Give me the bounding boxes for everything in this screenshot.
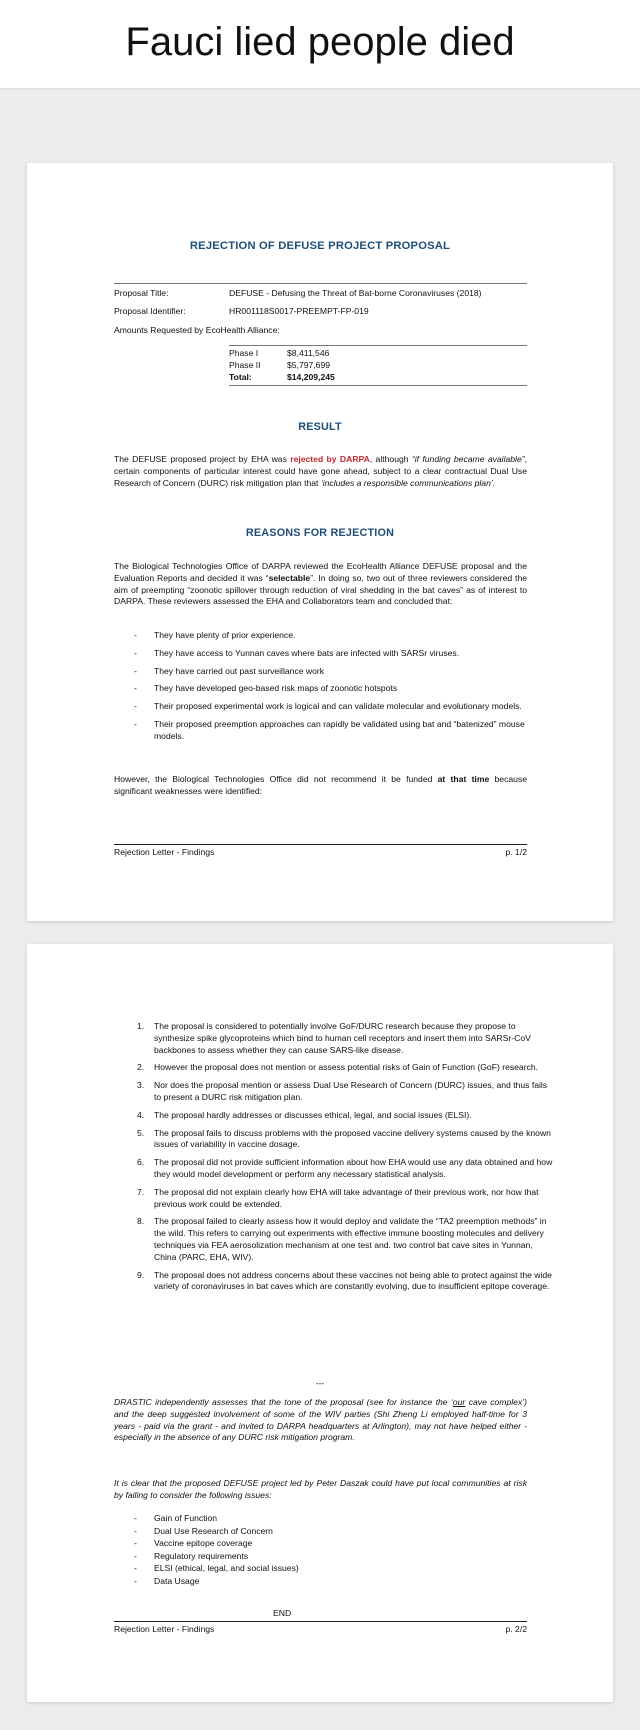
footer-rule [114, 844, 527, 845]
list-item: - Their proposed experimental work is logical and can validate molecular and evolutionary models. [134, 701, 527, 713]
divider [114, 283, 527, 284]
phase-value: $8,411,546 [287, 348, 330, 358]
result-paragraph: The DEFUSE proposed project by EHA was rejected by DARPA, although “if funding became available”, certain components of particular interest could have gone ahead, subject to a clear contractual Dual Use Research of Concern (DURC) risk mitigation plan that ‘includes a responsible communications plan’. [114, 454, 527, 488]
end-marker: END [273, 1608, 292, 1618]
page-footer [114, 1624, 527, 1634]
list-item: 7. The proposal did not explain clearly how EHA will take advantage of their previous work, nor how that previous work could be extended. [137, 1186, 539, 1209]
top-bar [0, 0, 640, 88]
reasons-heading: REASONS FOR REJECTION [245, 527, 395, 539]
post-title: Fauci lied people died [125, 20, 515, 64]
list-item: - They have plenty of prior experience. [134, 630, 527, 642]
list-item: 8. The proposal failed to clearly assess how it would deploy and validate the “TA2 preemption methods” in the wild. This refers to carrying out experiments with effective immune boosting molecules and delivery techniques via FEA aerosolization mechanism at one test and. two control bat cave sites in Yunnan, China (PARC, EHA, WIV). [137, 1216, 547, 1262]
however-paragraph: However, the Biological Technologies Office did not recommend it be funded at that time because significant weaknesses were identified: [114, 774, 528, 796]
list-item: 6. The proposal did not provide sufficient information about how EHA would use any data obtained and how they would model development or perform any necessary statistical analysis. [137, 1157, 553, 1179]
reasons-paragraph: The Biological Technologies Office of DARPA reviewed the EcoHealth Alliance DEFUSE proposal and the Evaluation Reports and decided it was “selectable”. In doing so, two out of three reviewers considered the aim of preempting “zoonotic spillover through reduction of viral shedding in the bat caves” as of interest to DARPA. These reviewers assessed the EHA and Collaborators team and concluded that: [114, 561, 527, 607]
divider [229, 385, 527, 386]
page-number: p. 2/2 [505, 1624, 527, 1634]
document-page-1 [27, 163, 613, 921]
list-item: 4. The proposal hardly addresses or discusses ethical, legal, and social issues (ELSI). [137, 1109, 472, 1120]
divider [229, 345, 527, 346]
phase-row [229, 348, 329, 358]
footer-left: Rejection Letter - Findings [114, 1624, 215, 1634]
page-footer [114, 847, 527, 857]
conclusion-paragraph: It is clear that the proposed DEFUSE project led by Peter Daszak could have put local communities at risk by failing to consider the following issues: [114, 1478, 527, 1500]
list-item: - They have access to Yunnan caves where bats are infected with SARSr viruses. [134, 648, 527, 660]
list-item: - Gain of Function [134, 1512, 527, 1525]
separator: --- [315, 1378, 325, 1388]
rejected-highlight: rejected by DARPA [290, 454, 370, 464]
total-value: $14,209,245 [287, 372, 335, 382]
list-item: 5. The proposal fails to discuss problems with the proposed vaccine delivery systems caused by the known issues of variability in vaccine dosage. [137, 1127, 551, 1150]
page-number: p. 1/2 [505, 847, 527, 857]
strengths-list [134, 630, 527, 749]
proposal-id-value: HR001118S0017-PREEMPT-FP-019 [229, 306, 369, 316]
list-item: - Regulatory requirements [134, 1550, 527, 1563]
list-item: 2. However the proposal does not mention or assess potential risks of Gain of Function (GoF) research. [137, 1062, 539, 1073]
list-item: - ELSI (ethical, legal, and social issues) [134, 1562, 527, 1575]
issues-list [134, 1512, 527, 1588]
proposal-id-label: Proposal Identifier: [114, 306, 186, 316]
total-label: Total: [229, 372, 252, 382]
footer-left: Rejection Letter - Findings [114, 847, 215, 857]
list-item: 3. Nor does the proposal mention or assess Dual Use Research of Concern (DURC) issues, and thus fails to present a DURC risk mitigation plan. [137, 1080, 548, 1102]
proposal-id-row [114, 306, 369, 316]
proposal-title-value: DEFUSE - Defusing the Threat of Bat-borne Coronaviruses (2018) [229, 288, 482, 298]
total-row [229, 372, 335, 382]
amounts-label: Amounts Requested by EcoHealth Alliance: [114, 325, 280, 335]
phase-row [229, 360, 330, 370]
result-heading: RESULT [298, 421, 342, 433]
footer-rule [114, 1621, 527, 1622]
proposal-title-label: Proposal Title: [114, 288, 169, 298]
weaknesses-list [117, 1021, 553, 1299]
list-item: - Data Usage [134, 1575, 527, 1588]
list-item: 1. The proposal is considered to potentially involve GoF/DURC research because they propose to synthesize spike glycoproteins which bind to human cell receptors and insert them into SARSr-CoV backbones to assess whether they can cause SARS-like disease. [137, 1021, 531, 1055]
phase-label: Phase I [229, 348, 259, 358]
phase-label: Phase II [229, 360, 261, 370]
list-item: - Vaccine epitope coverage [134, 1537, 527, 1550]
phase-value: $5,797,699 [287, 360, 331, 370]
list-item: - They have developed geo-based risk maps of zoonotic hotspots [134, 683, 527, 695]
list-item: - Dual Use Research of Concern [134, 1525, 527, 1538]
list-item: - Their proposed preemption approaches can rapidly be validated using bat and “batenized” mouse models. [134, 719, 527, 743]
drastic-paragraph: DRASTIC independently assesses that the tone of the proposal (see for instance the ‘our cave complex’) and the deep suggested involvement of some of the WIV parties (Shi Zheng Li employed half-time for 3 years - paid via the grant - and invited to DARPA headquarters at Arlington), may not have helped either - especially in the absence of any DURC risk mitigation program. [114, 1397, 528, 1443]
proposal-title-row [114, 288, 482, 298]
list-item: - They have carried out past surveillance work [134, 666, 527, 678]
document-page-2 [27, 944, 613, 1702]
document-title: REJECTION OF DEFUSE PROJECT PROPOSAL [189, 240, 451, 252]
list-item: 9. The proposal does not address concerns about these vaccines not being able to protect against the wide variety of coronaviruses in bat caves which are constantly evolving, due to insufficient epitope coverage. [137, 1269, 552, 1292]
